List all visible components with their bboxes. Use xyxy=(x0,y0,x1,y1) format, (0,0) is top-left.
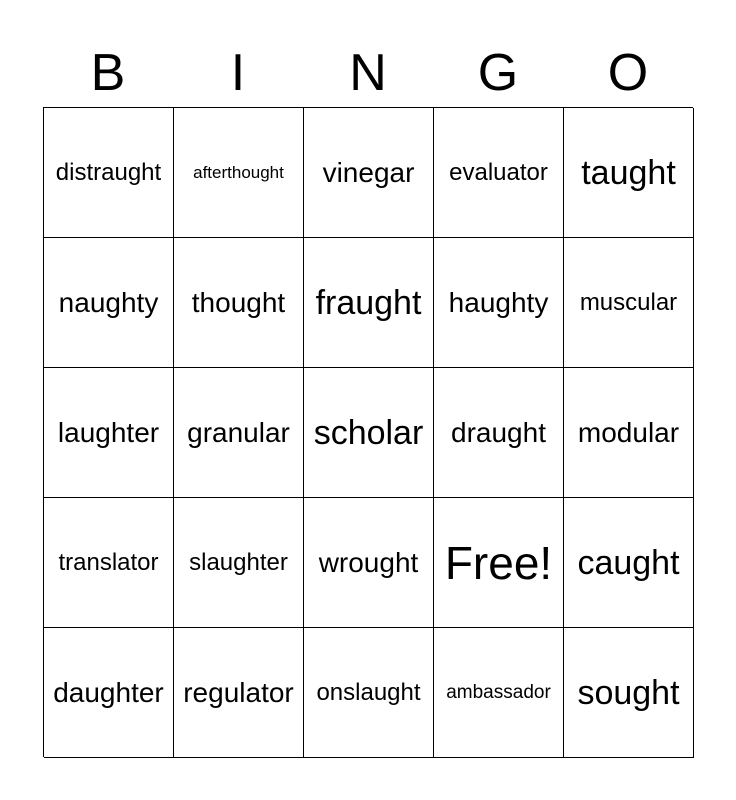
header-letter-o: O xyxy=(607,44,649,102)
bingo-cell: distraught xyxy=(44,108,174,238)
bingo-cell: muscular xyxy=(564,238,694,368)
bingo-cell: wrought xyxy=(304,498,434,628)
bingo-cell: evaluator xyxy=(434,108,564,238)
header-letter-g: G xyxy=(477,44,519,102)
bingo-cell: vinegar xyxy=(304,108,434,238)
bingo-board xyxy=(43,107,693,757)
bingo-cell: scholar xyxy=(304,368,434,498)
bingo-cell: regulator xyxy=(174,628,304,758)
bingo-cell: daughter xyxy=(44,628,174,758)
bingo-cell: granular xyxy=(174,368,304,498)
bingo-cell: thought xyxy=(174,238,304,368)
bingo-cell: caught xyxy=(564,498,694,628)
bingo-cell: translator xyxy=(44,498,174,628)
header-letter-n: N xyxy=(349,44,387,102)
bingo-cell: onslaught xyxy=(304,628,434,758)
free-space-cell: Free! xyxy=(434,498,564,628)
bingo-cell: modular xyxy=(564,368,694,498)
bingo-cell: sought xyxy=(564,628,694,758)
bingo-cell: slaughter xyxy=(174,498,304,628)
bingo-cell: fraught xyxy=(304,238,434,368)
bingo-cell: haughty xyxy=(434,238,564,368)
header-letter-b: B xyxy=(90,44,126,102)
bingo-cell: taught xyxy=(564,108,694,238)
bingo-cell: draught xyxy=(434,368,564,498)
bingo-cell: laughter xyxy=(44,368,174,498)
bingo-cell: ambassador xyxy=(434,628,564,758)
bingo-cell: afterthought xyxy=(174,108,304,238)
header-letter-i: I xyxy=(230,44,246,102)
bingo-header xyxy=(43,40,693,106)
bingo-cell: naughty xyxy=(44,238,174,368)
